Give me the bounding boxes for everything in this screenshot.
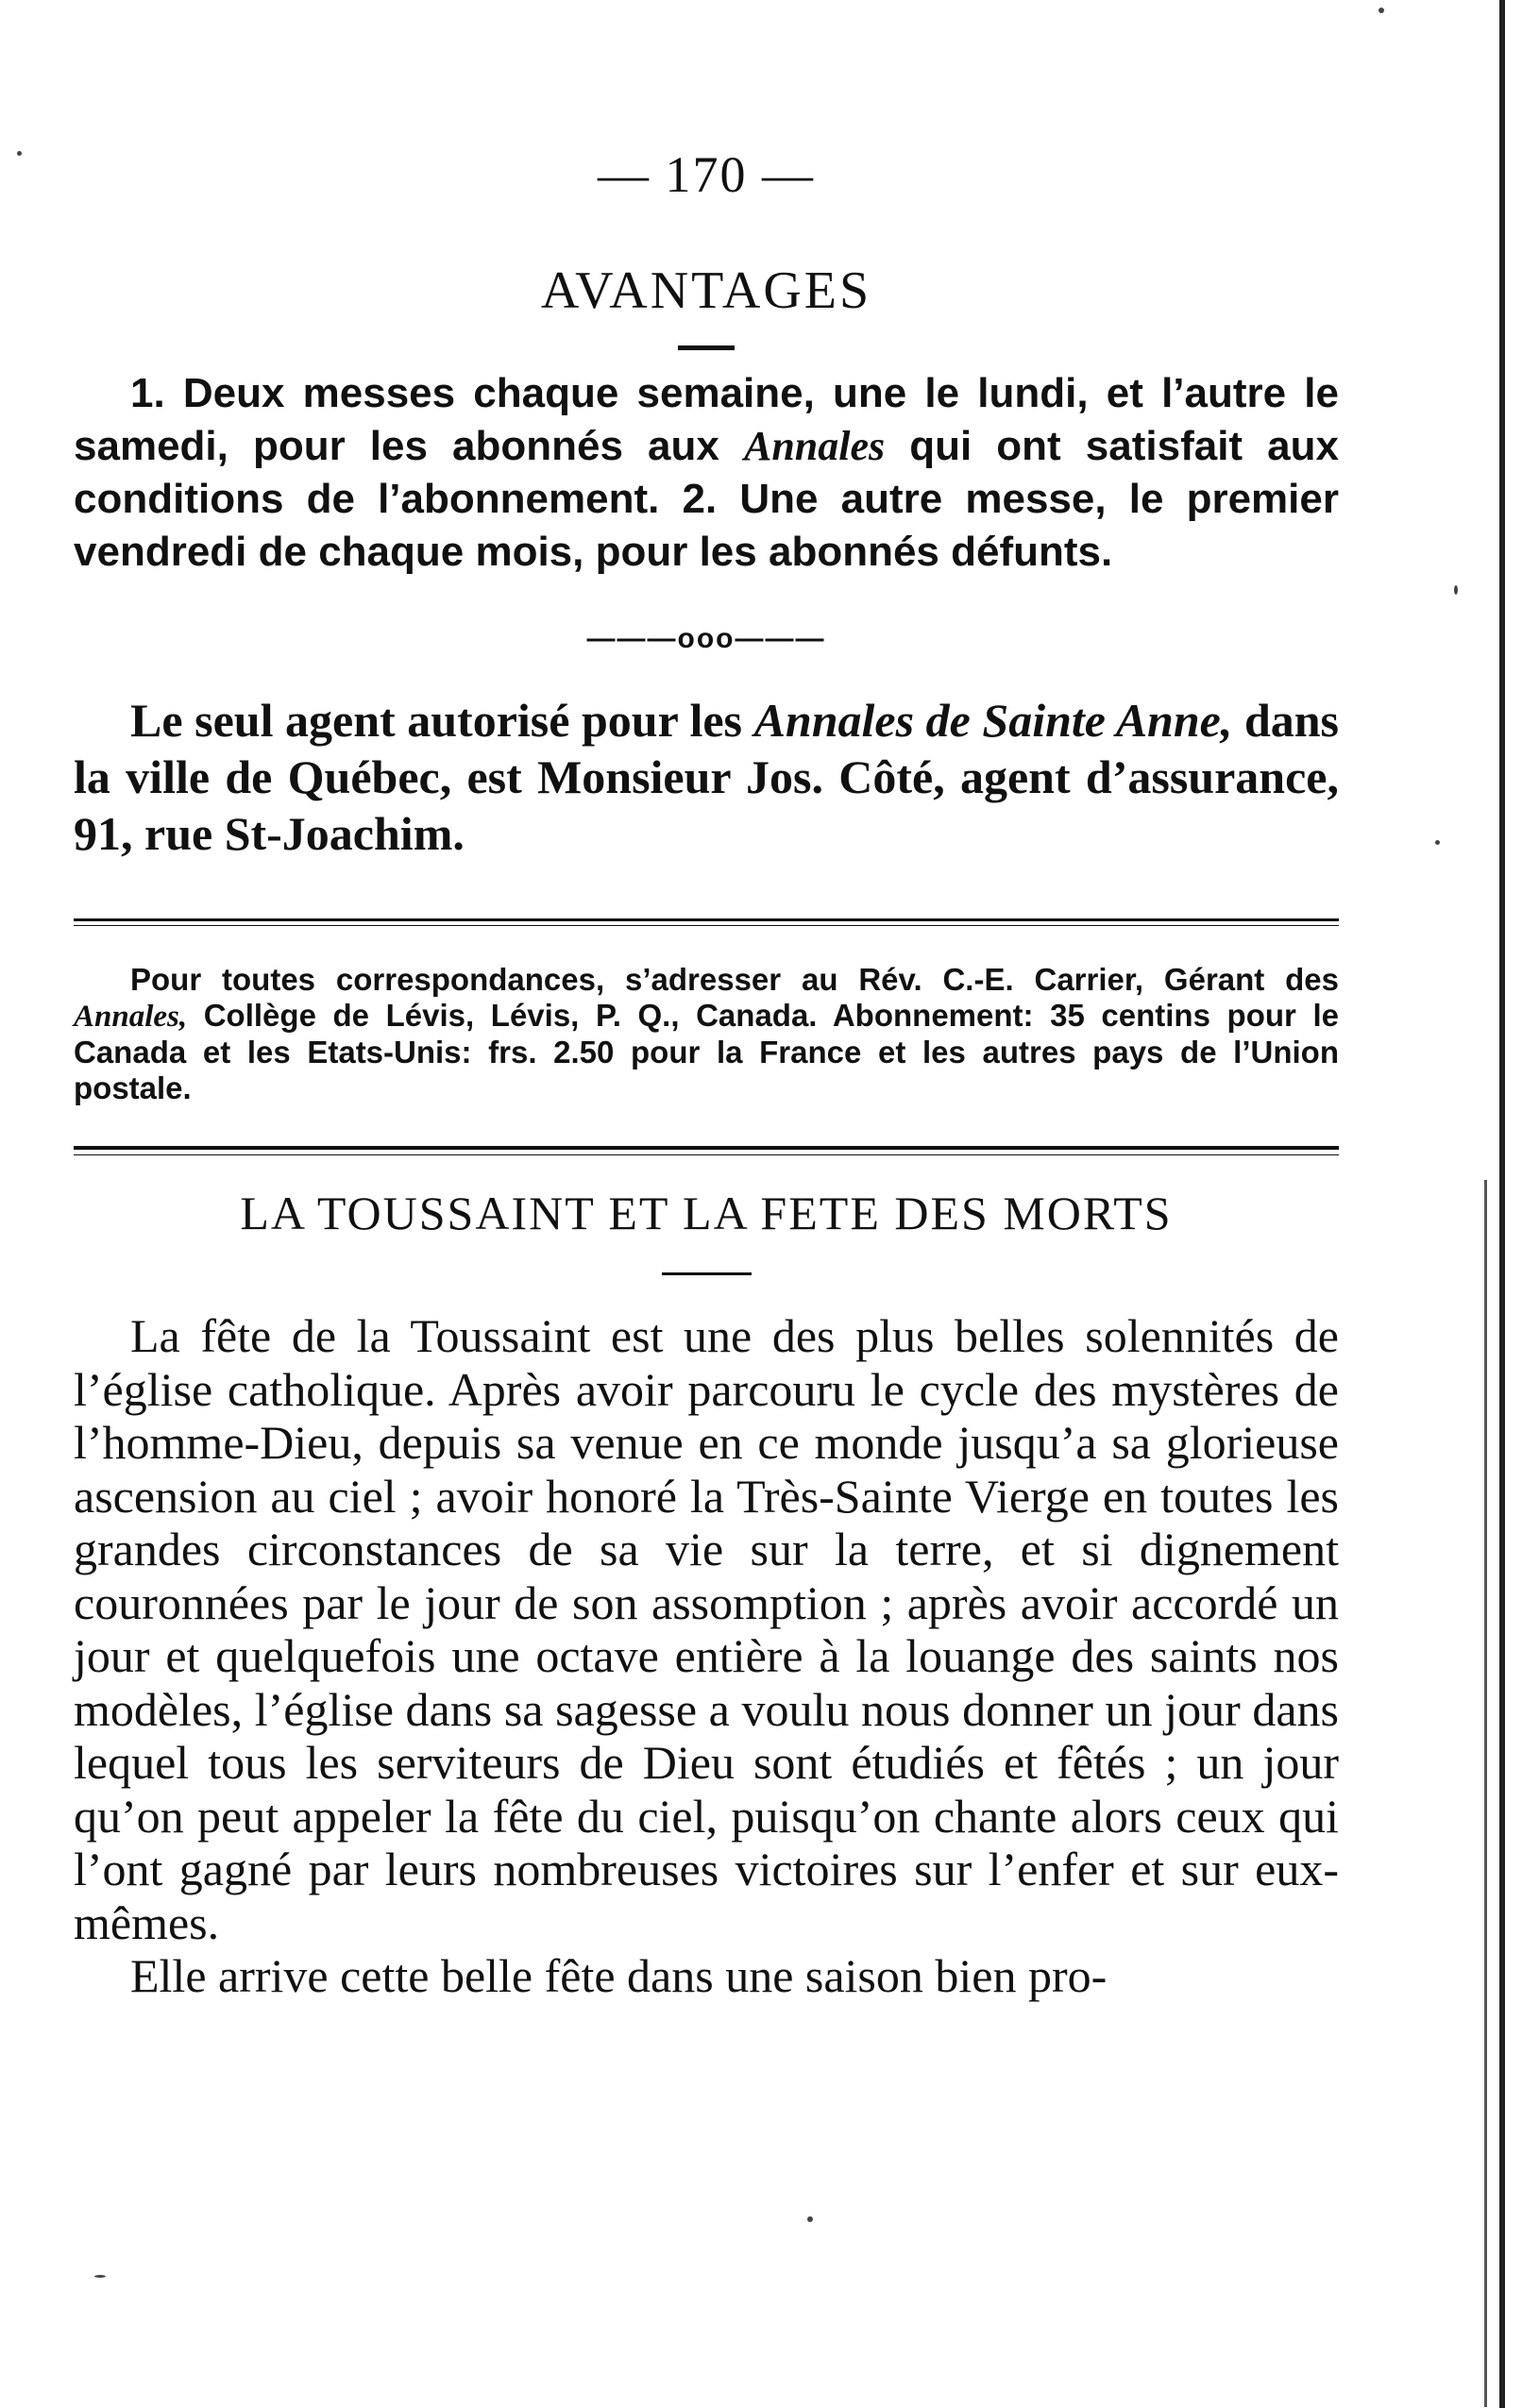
heading-rule [678, 345, 735, 350]
notice-text-italic: Annales, [74, 1000, 188, 1034]
page-binding-edge [1499, 0, 1505, 2408]
double-rule-bottom [74, 1146, 1339, 1155]
print-speck [1378, 8, 1384, 13]
double-rule-top [74, 918, 1339, 926]
avantages-text-italic: Annales [743, 423, 886, 469]
notice-text-end: Collège de Lévis, Lévis, P. Q., Canada. Abonnement: 35 centins pour le Canada et les Etats-Unis: frs. 2.50 pour la France et les autres pays de l’Union postale. [74, 998, 1339, 1105]
print-speck [1454, 585, 1458, 595]
section-heading-avantages: AVANTAGES [540, 261, 872, 320]
avantages-paragraph [74, 367, 1339, 579]
article-paragraph-text: La fête de la Toussaint est une des plus belles solennités de l’église catholique. Après avoir parcouru le cycle des mystères de l’homme-Dieu, depuis sa venue en ce monde jusqu’a sa glorieuse ascension au ciel ; avoir honoré la Très-Sainte Vierge en toutes les grandes circonstances de sa vie sur la terre, et si dignement couronnées par le jour de son assomption ; après avoir accordé un jour et quelquefois une octave entière à la louange des saints nos modèles, l’église dans sa sagesse a voulu nous donner un jour dans lequel tous les serviteurs de Dieu sont étudiés et fêtés ; un jour qu’on peut appeler la fête du ciel, puisqu’on chante alors ceux qui l’ont gagné par leurs nombreuses victoires sur l’enfer et sur eux-mêmes. [74, 1309, 1339, 1949]
avantages-text: 1. Deux messes chaque semaine, une le lundi, et l’autre le samedi, pour les abonnés aux [74, 370, 1339, 469]
page-binding-shadow [1484, 1180, 1487, 2407]
print-speck [17, 151, 22, 156]
article-paragraph-text: Elle arrive cette belle fête dans une saison bien pro- [130, 1949, 1108, 2002]
article-paragraph [74, 1949, 1339, 2003]
print-speck [1435, 840, 1440, 845]
article-title: LA TOUSSAINT ET LA FETE DES MORTS [240, 1187, 1173, 1239]
title-rule [662, 1272, 752, 1275]
ornament-separator: ———ooo——— [586, 623, 826, 654]
agent-text-italic: Annales de Sainte Anne, [753, 694, 1233, 747]
agent-text: Le seul agent autorisé pour les [130, 694, 754, 747]
correspondence-notice [74, 962, 1339, 1106]
print-speck [807, 2216, 813, 2222]
avantages-text-end: qui ont satisfait aux conditions de l’abonnement. 2. Une autre messe, le premier vendredi de chaque mois, pour les abonnés défunts. [74, 423, 1339, 575]
agent-text-end: dans la ville de Québec, est Monsieur Jos. Côté, agent d’assurance, 91, rue St-Joachim. [74, 694, 1340, 860]
agent-paragraph [74, 692, 1339, 862]
print-speck [94, 2275, 106, 2278]
article-paragraph [74, 1309, 1339, 1949]
page-number: — 170 — [598, 146, 815, 203]
notice-text: Pour toutes correspondances, s’adresser au Rév. C.-E. Carrier, Gérant des [130, 962, 1339, 997]
text-column [74, 142, 1339, 2003]
